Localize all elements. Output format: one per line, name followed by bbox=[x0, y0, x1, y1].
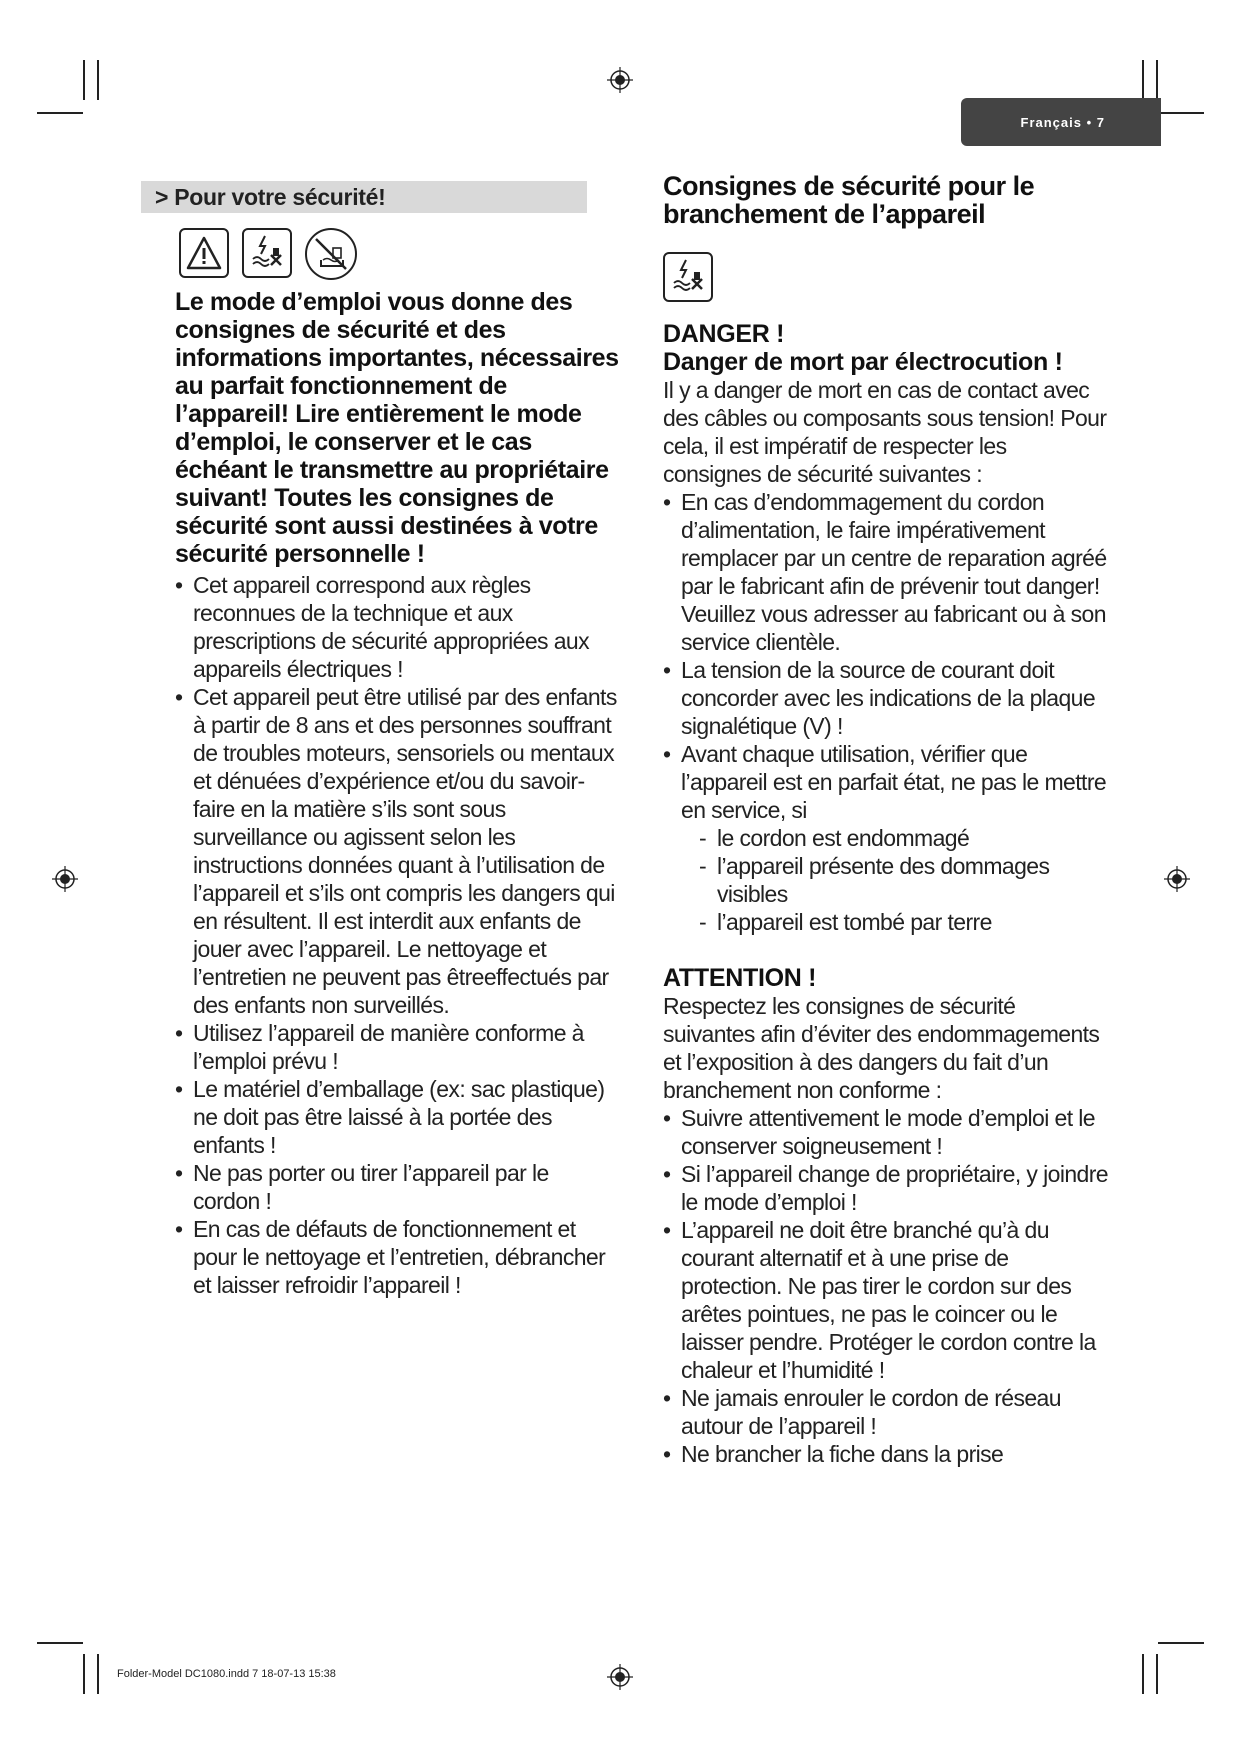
list-item: • Ne brancher la fiche dans la prise bbox=[663, 1440, 1108, 1468]
crop-mark bbox=[37, 112, 83, 114]
crop-mark bbox=[1156, 1654, 1158, 1694]
crop-mark bbox=[1158, 112, 1204, 114]
crop-mark bbox=[83, 60, 85, 100]
attention-bullet-list bbox=[663, 1104, 1108, 1468]
list-item: • Utilisez l’appareil de manière conforme à l’emploi prévu ! bbox=[175, 1019, 620, 1075]
left-bullet-list bbox=[175, 571, 620, 1299]
registration-mark-icon bbox=[607, 1664, 633, 1690]
section-heading: Consignes de sécurité pour le branchement de l’appareil bbox=[663, 171, 1035, 229]
registration-mark-icon bbox=[52, 866, 78, 892]
list-item-text: Avant chaque utilisation, vérifier que l’appareil est en parfait état, ne pas le mettre en service, si bbox=[681, 741, 1107, 823]
crop-mark bbox=[1142, 60, 1144, 100]
danger-sub-list bbox=[681, 824, 1108, 936]
list-item: • Si l’appareil change de propriétaire, y joindre le mode d’emploi ! bbox=[663, 1160, 1108, 1216]
sub-list-item: - le cordon est endommagé bbox=[699, 824, 1108, 852]
list-item: • Le matériel d’emballage (ex: sac plastique) ne doit pas être laissé à la portée des enfants ! bbox=[175, 1075, 620, 1159]
right-column bbox=[663, 172, 1108, 1468]
crop-mark bbox=[1158, 1642, 1204, 1644]
list-item: • Ne pas porter ou tirer l’appareil par le cordon ! bbox=[175, 1159, 620, 1215]
registration-mark-icon bbox=[607, 67, 633, 93]
danger-bullet-list bbox=[663, 488, 1108, 936]
no-water-icon bbox=[305, 228, 357, 280]
crop-mark bbox=[37, 1642, 83, 1644]
list-item: • En cas de défauts de fonctionnement et pour le nettoyage et l’entretien, débrancher et laisser refroidir l’appareil ! bbox=[175, 1215, 620, 1299]
warning-triangle-icon bbox=[179, 228, 229, 278]
list-item: • Suivre attentivement le mode d’emploi et le conserver soigneusement ! bbox=[663, 1104, 1108, 1160]
list-item: • Ne jamais enrouler le cordon de réseau autour de l’appareil ! bbox=[663, 1384, 1108, 1440]
electric-shock-icon bbox=[242, 228, 292, 278]
print-slug: Folder-Model DC1080.indd 7 18-07-13 15:38 bbox=[117, 1668, 336, 1680]
section-title: > Pour votre sécurité! bbox=[155, 184, 386, 210]
sub-list-item: - l’appareil est tombé par terre bbox=[699, 908, 1108, 936]
crop-mark bbox=[1142, 1654, 1144, 1694]
attention-text: Respectez les consignes de sécurité suivantes afin d’éviter des endommagements et l’exposition à des dangers du fait d’un branchement non conforme : bbox=[663, 993, 1100, 1103]
crop-mark bbox=[97, 1654, 99, 1694]
crop-mark bbox=[1156, 60, 1158, 100]
list-item: • La tension de la source de courant doit concorder avec les indications de la plaque signalétique (V) ! bbox=[663, 656, 1108, 740]
list-item: • En cas d’endommagement du cordon d’alimentation, le faire impérativement remplacer par un centre de reparation agréé par le fabricant afin de prévenir tout danger! Veuillez vous adresser au fabricant ou à son service clientèle. bbox=[663, 488, 1108, 656]
danger-title: Danger de mort par électrocution ! bbox=[663, 348, 1063, 376]
page-label: Français • 7 bbox=[1020, 114, 1105, 130]
sub-list-item: - l’appareil présente des dommages visibles bbox=[699, 852, 1108, 908]
left-column bbox=[175, 288, 620, 1299]
electric-shock-icon bbox=[663, 252, 713, 302]
crop-mark bbox=[83, 1654, 85, 1694]
list-item: • Cet appareil correspond aux règles reconnues de la technique et aux prescriptions de sécurité appropriées aux appareils électriques ! bbox=[175, 571, 620, 683]
page-number-tab bbox=[961, 98, 1161, 146]
danger-text: Il y a danger de mort en cas de contact avec des câbles ou composants sous tension! Pour cela, il est impératif de respecter les consignes de sécurité suivantes : bbox=[663, 377, 1107, 487]
list-item: • L’appareil ne doit être branché qu’à du courant alternatif et à une prise de protection. Ne pas tirer le cordon sur des arêtes pointues, ne pas le coincer ou le laisser pendre. Protéger le cordon contre la chaleur et l’humidité ! bbox=[663, 1216, 1108, 1384]
list-item: • Cet appareil peut être utilisé par des enfants à partir de 8 ans et des personnes souffrant de troubles moteurs, sensoriels ou mentaux et dénuées d’expérience et/ou du savoir-faire en la matière s’ils sont sous surveillance ou agissent selon les instructions données quant à l’utilisation de l’appareil et s’ils ont compris les dangers qui en résultent. Il est interdit aux enfants de jouer avec l’appareil. Le nettoyage et l’entretien ne peuvent pas êtreeffectués par des enfants non surveillés. bbox=[175, 683, 620, 1019]
registration-mark-icon bbox=[1164, 866, 1190, 892]
attention-label: ATTENTION ! bbox=[663, 964, 817, 992]
safety-icons bbox=[179, 228, 357, 280]
intro-paragraph: Le mode d’emploi vous donne des consignes de sécurité et des informations importantes, nécessaires au parfait fonctionnement de l’appareil! Lire entièrement le mode d’emploi, le conserver et le cas échéant le transmettre au propriétaire suivant! Toutes les consignes de sécurité sont aussi destinées à votre sécurité personnelle ! bbox=[175, 288, 619, 568]
danger-label: DANGER ! bbox=[663, 320, 785, 348]
list-item bbox=[663, 740, 1108, 936]
crop-mark bbox=[97, 60, 99, 100]
